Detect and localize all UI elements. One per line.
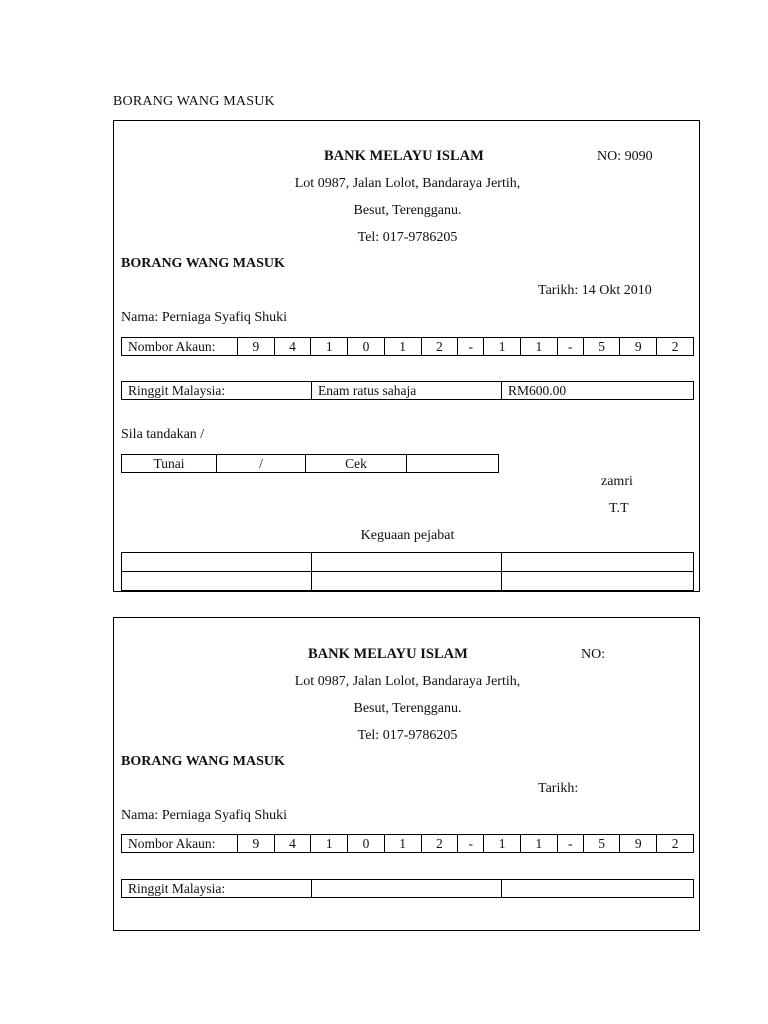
account-digit-cell[interactable]: - [557,835,583,853]
account-digit-cell[interactable]: 9 [238,338,275,356]
bank-name: BANK MELAYU ISLAM [324,148,484,164]
office-use-table [121,552,694,591]
account-digit-cell[interactable]: 1 [484,835,521,853]
amount-table [121,879,694,898]
amount-in-words[interactable]: Enam ratus sahaja [312,382,502,400]
signature-name: zamri [601,474,633,489]
account-digit-cell[interactable]: - [458,338,484,356]
amount-in-figures[interactable] [502,880,694,898]
date-field[interactable]: Tarikh: 14 Okt 2010 [538,283,652,298]
payment-instruction: Sila tandakan / [121,427,205,442]
deposit-form-2 [113,617,700,931]
amount-label: Ringgit Malaysia: [122,880,312,898]
account-digit-cell[interactable]: 2 [657,338,694,356]
name-field[interactable]: Nama: Perniaga Syafiq Shuki [121,808,288,823]
form-number: NO: [581,647,606,662]
address-line-1: Lot 0987, Jalan Lolot, Bandaraya Jertih, [294,674,521,689]
page-heading: BORANG WANG MASUK [113,94,275,109]
bank-name: BANK MELAYU ISLAM [308,646,468,662]
payment-method-table [121,454,499,473]
address-line-2: Besut, Terengganu. [353,701,462,716]
account-digit-cell[interactable]: 4 [274,338,311,356]
account-digit-cell[interactable]: 0 [348,338,385,356]
office-use-cell[interactable] [122,553,312,572]
account-number-label: Nombor Akaun: [122,338,238,356]
cheque-label: Cek [306,455,407,473]
account-digit-cell[interactable]: 1 [311,835,348,853]
account-digit-cell[interactable]: 5 [583,338,620,356]
form-title: BORANG WANG MASUK [121,256,285,271]
amount-in-figures[interactable]: RM600.00 [502,382,694,400]
date-field[interactable]: Tarikh: [538,781,579,796]
account-digit-cell[interactable]: 1 [311,338,348,356]
account-digit-cell[interactable]: 1 [384,338,421,356]
cash-label: Tunai [122,455,217,473]
signature-label: T.T [609,501,629,516]
form-title: BORANG WANG MASUK [121,754,285,769]
office-use-cell[interactable] [312,553,502,572]
account-digit-cell[interactable]: 0 [348,835,385,853]
account-number-table [121,834,694,853]
cheque-checkbox[interactable] [407,455,499,473]
account-digit-cell[interactable]: 5 [583,835,620,853]
account-digit-cell[interactable]: 9 [238,835,275,853]
account-digit-cell[interactable]: 2 [421,835,458,853]
form-number: NO: 9090 [597,149,653,164]
amount-table [121,381,694,400]
account-digit-cell[interactable]: 1 [384,835,421,853]
name-field[interactable]: Nama: Perniaga Syafiq Shuki [121,310,288,325]
office-use-cell[interactable] [502,553,694,572]
deposit-form-1 [113,120,700,592]
office-use-cell[interactable] [122,572,312,591]
account-number-table [121,337,694,356]
account-digit-cell[interactable]: 1 [520,835,557,853]
account-digit-cell[interactable]: 1 [484,338,521,356]
office-use-cell[interactable] [312,572,502,591]
account-digit-cell[interactable]: 9 [620,338,657,356]
amount-label: Ringgit Malaysia: [122,382,312,400]
account-number-label: Nombor Akaun: [122,835,238,853]
office-use-cell[interactable] [502,572,694,591]
account-digit-cell[interactable]: 2 [657,835,694,853]
cash-checkbox[interactable]: / [217,455,306,473]
account-digit-cell[interactable]: 4 [274,835,311,853]
account-digit-cell[interactable]: - [458,835,484,853]
bank-telephone: Tel: 017-9786205 [357,728,458,743]
account-digit-cell[interactable]: 9 [620,835,657,853]
address-line-2: Besut, Terengganu. [353,203,462,218]
account-digit-cell[interactable]: - [557,338,583,356]
address-line-1: Lot 0987, Jalan Lolot, Bandaraya Jertih, [294,176,521,191]
account-digit-cell[interactable]: 2 [421,338,458,356]
account-digit-cell[interactable]: 1 [520,338,557,356]
office-use-label: Keguaan pejabat [360,528,455,543]
bank-telephone: Tel: 017-9786205 [357,230,458,245]
amount-in-words[interactable] [312,880,502,898]
